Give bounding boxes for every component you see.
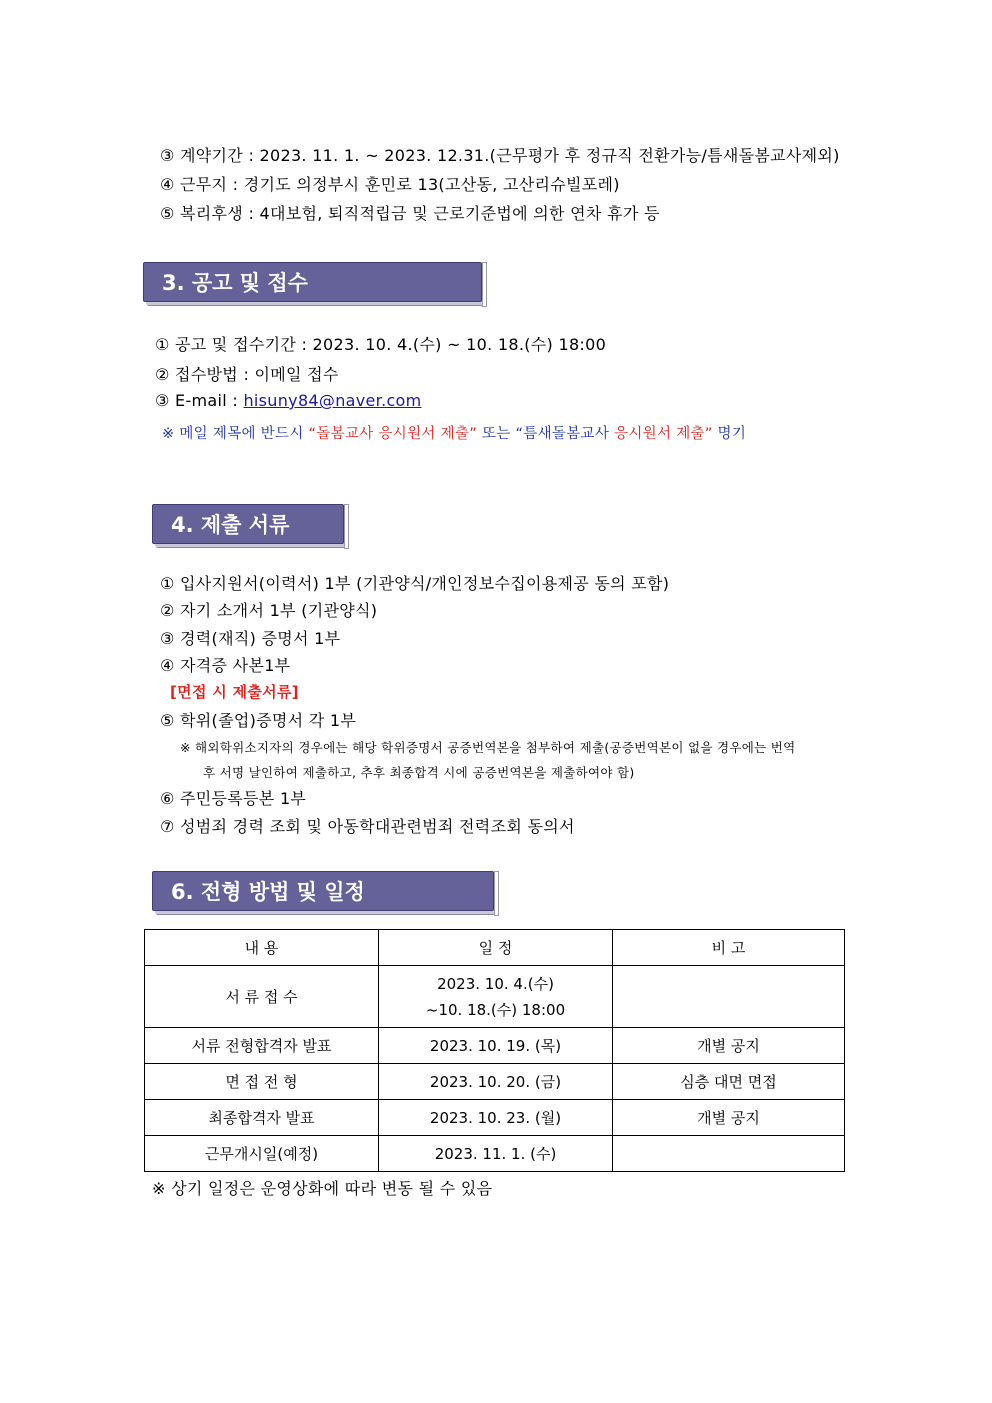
doc-item-7: ⑦ 성범죄 경력 조회 및 아동학대관련범죄 전력조회 동의서: [160, 817, 575, 836]
table-header-row: [145, 930, 845, 966]
row-content: 면 접 전 형: [145, 1064, 379, 1100]
benefits: ⑤ 복리후생 : 4대보험, 퇴직적립금 및 근로기준법에 의한 연차 휴가 등: [160, 204, 660, 223]
email-link[interactable]: hisuny84@naver.com: [243, 391, 422, 410]
email-label: ③ E-mail :: [155, 391, 244, 410]
workplace: ④ 근무지 : 경기도 의정부시 훈민로 13(고산동, 고산리슈빌포레): [160, 175, 620, 194]
foreign-degree-note-1: ※ 해외학위소지자의 경우에는 해당 학위증명서 공증번역본을 첨부하여 제출(공증번역본이 없을 경우에는 번역: [180, 740, 796, 755]
doc-item-6: ⑥ 주민등록등본 1부: [160, 789, 307, 808]
col-header-note: 비 고: [613, 930, 845, 966]
application-method: ② 접수방법 : 이메일 접수: [155, 365, 339, 384]
row-date: 2023. 10. 23. (월): [379, 1100, 613, 1136]
row-date-line2: ~10. 18.(수) 18:00: [425, 1000, 566, 1019]
schedule-footnote: ※ 상기 일정은 운영상화에 따라 변동 될 수 있음: [152, 1179, 493, 1198]
row-content: 서 류 접 수: [145, 966, 379, 1028]
doc-item-4: ④ 자격증 사본1부: [160, 656, 291, 675]
table-row: [145, 1136, 845, 1172]
row-content: 최종합격자 발표: [145, 1100, 379, 1136]
row-date: [379, 966, 613, 1028]
interview-docs-label: [면접 시 제출서류]: [170, 683, 299, 701]
row-date: 2023. 10. 19. (목): [379, 1028, 613, 1064]
row-content: 근무개시일(예정): [145, 1136, 379, 1172]
row-note: [613, 1136, 845, 1172]
doc-item-1: ① 입사지원서(이력서) 1부 (기관양식/개인정보수집이용제공 동의 포함): [160, 574, 670, 593]
table-row: [145, 966, 845, 1028]
email-line: [155, 391, 422, 410]
note-part-5: 명기: [712, 426, 747, 442]
application-period: ① 공고 및 접수기간 : 2023. 10. 4.(수) ~ 10. 18.(수) 18:00: [155, 335, 607, 354]
row-note: 심층 대면 면접: [613, 1064, 845, 1100]
section-4-header: 4. 제출 서류: [152, 504, 344, 544]
doc-item-3: ③ 경력(재직) 증명서 1부: [160, 629, 341, 648]
email-subject-note: [162, 422, 746, 443]
doc-item-5: ⑤ 학위(졸업)증명서 각 1부: [160, 711, 357, 730]
row-content: 서류 전형합격자 발표: [145, 1028, 379, 1064]
section-3-header: 3. 공고 및 접수: [143, 262, 482, 302]
row-note: 개별 공지: [613, 1028, 845, 1064]
table-row: [145, 1100, 845, 1136]
col-header-content: 내 용: [145, 930, 379, 966]
foreign-degree-note-2: 후 서명 날인하여 제출하고, 추후 최종합격 시에 공증번역본을 제출하여야 함): [203, 765, 635, 780]
note-part-4: 응시원서 제출”: [614, 426, 713, 442]
contract-period: ③ 계약기간 : 2023. 11. 1. ~ 2023. 12.31.(근무평가 후 정규직 전환가능/틈새돌봄교사제외): [160, 146, 840, 165]
note-part-2: “돌봄교사 응시원서 제출”: [308, 426, 478, 442]
section-6-header: 6. 전형 방법 및 일정: [152, 871, 494, 911]
doc-item-2: ② 자기 소개서 1부 (기관양식): [160, 601, 378, 620]
row-date-line1: 2023. 10. 4.(수): [437, 974, 554, 993]
schedule-table: [144, 929, 845, 1172]
table-row: [145, 1064, 845, 1100]
row-note: [613, 966, 845, 1028]
note-part-3: 또는 “틈새돌봄교사: [477, 426, 615, 442]
table-row: [145, 1028, 845, 1064]
note-part-1: ※ 메일 제목에 반드시: [162, 426, 309, 442]
row-note: 개별 공지: [613, 1100, 845, 1136]
row-date: 2023. 11. 1. (수): [379, 1136, 613, 1172]
row-date: 2023. 10. 20. (금): [379, 1064, 613, 1100]
col-header-date: 일 정: [379, 930, 613, 966]
